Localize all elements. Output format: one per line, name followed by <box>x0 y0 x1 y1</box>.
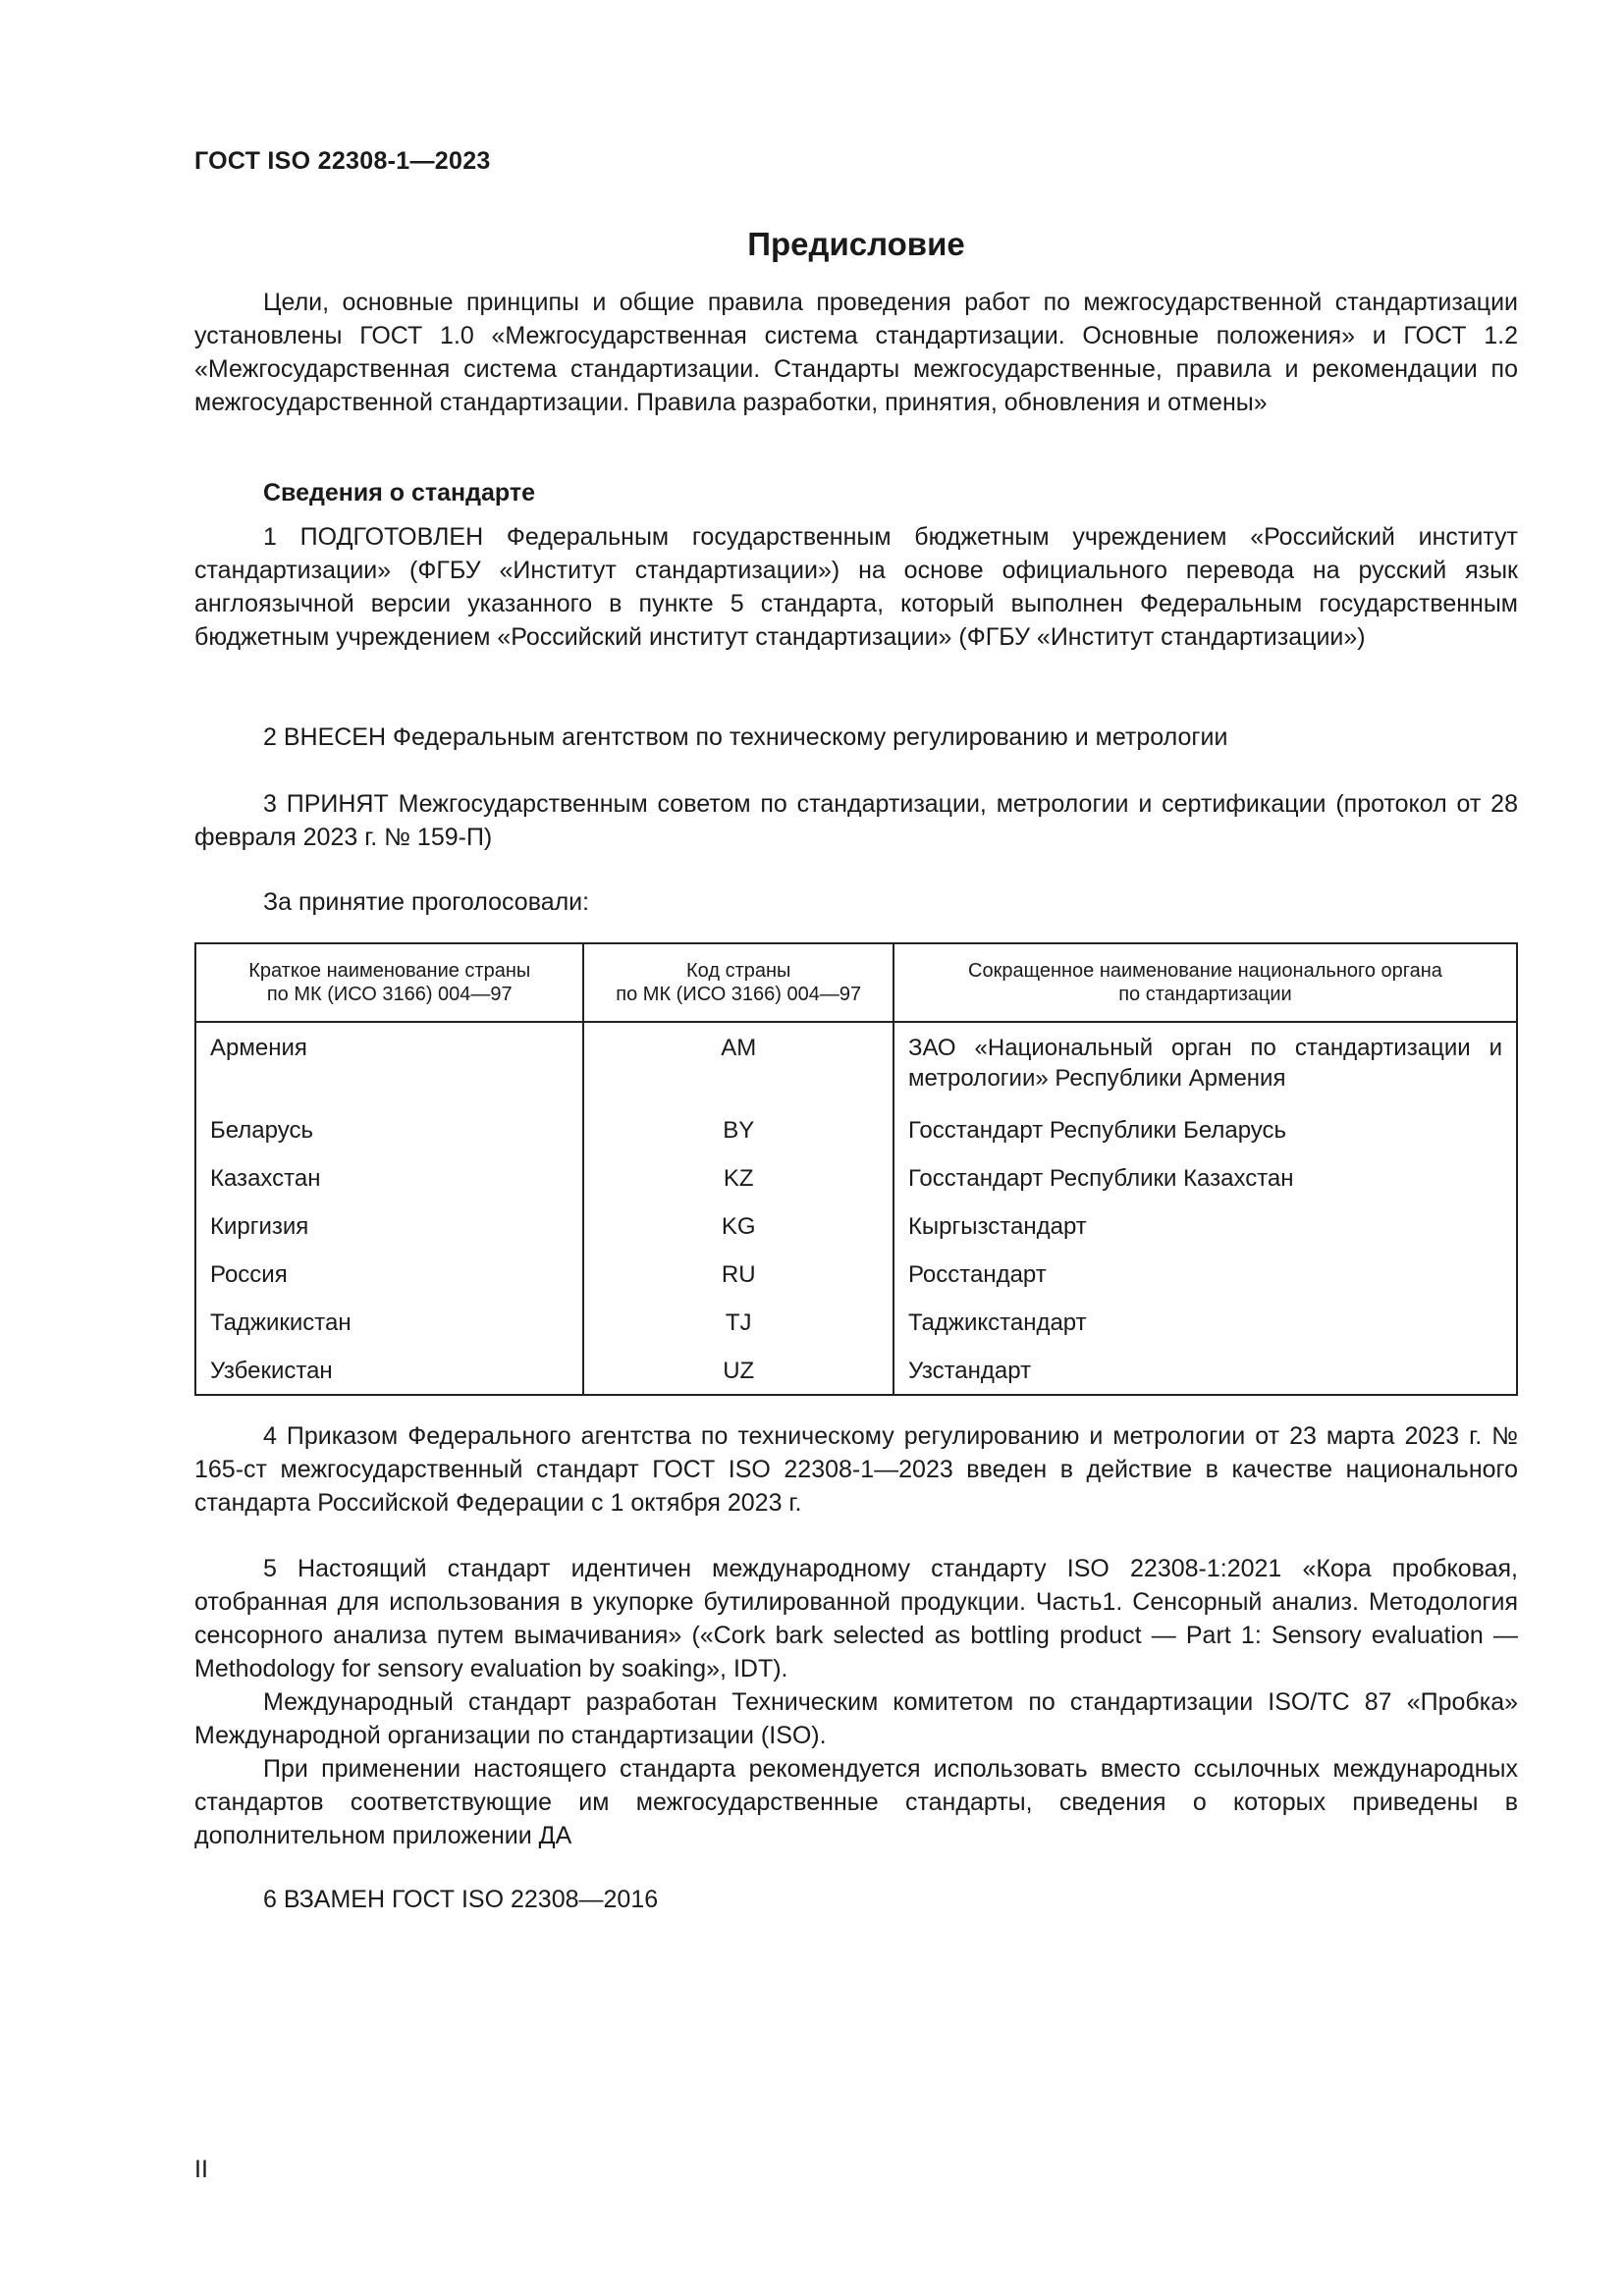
country-cell: Таджикистан <box>195 1302 583 1350</box>
country-cell: Казахстан <box>195 1157 583 1205</box>
item-4-paragraph: 4 Приказом Федерального агентства по техническому регулированию и метрологии от 23 марта 2023 г. № 165-ст межгосударственный стандарт ГОСТ ISO 22308-1—2023 введен в действие в качестве национального стандарта Российской Федерации с 1 октября 2023 г. <box>194 1422 1518 1517</box>
table-row <box>195 1302 1517 1350</box>
national-body-cell: Таджикстандарт <box>893 1302 1517 1350</box>
country-code-cell: AM <box>583 1022 893 1109</box>
table-header-row <box>195 943 1517 1022</box>
document-code-header: ГОСТ ISO 22308-1—2023 <box>194 147 491 175</box>
voted-label: За принятие проголосовали: <box>263 888 590 916</box>
column-header-code <box>583 943 893 1022</box>
column-header-organ-line-1: Сокращенное наименование национального органа <box>968 960 1442 982</box>
page-number: II <box>194 2156 208 2183</box>
country-code-cell: TJ <box>583 1302 893 1350</box>
item-1-paragraph: 1 ПОДГОТОВЛЕН Федеральным государственным бюджетным учреждением «Российский институт стандартизации» (ФГБУ «Институт стандартизации») на основе официального перевода на русский язык англоязычной версии указанного в пункте 5 стандарта, который выполнен Федеральным государственным бюджетным учреждением «Российский институт стандартизации» (ФГБУ «Институт стандартизации») <box>194 523 1518 651</box>
country-code-cell: KZ <box>583 1157 893 1205</box>
page-title: Предисловие <box>747 226 965 262</box>
country-cell: Киргизия <box>195 1205 583 1254</box>
country-code-cell: KG <box>583 1205 893 1254</box>
column-header-country <box>195 943 583 1022</box>
table-row <box>195 1254 1517 1302</box>
table-row <box>195 1157 1517 1205</box>
item-6-paragraph: 6 ВЗАМЕН ГОСТ ISO 22308—2016 <box>263 1886 659 1913</box>
column-header-code-line-1: Код страны <box>686 960 791 982</box>
country-code-cell: BY <box>583 1109 893 1157</box>
table-row <box>195 1022 1517 1109</box>
national-body-cell: Госстандарт Республики Беларусь <box>893 1109 1517 1157</box>
country-code-cell: UZ <box>583 1350 893 1395</box>
table-row <box>195 1350 1517 1395</box>
item-5-committee-paragraph: Международный стандарт разработан Техническим комитетом по стандартизации ISO/TC 87 «Пробка» Международной организации по стандартизации (ISO). <box>194 1688 1518 1749</box>
standard-info-heading: Сведения о стандарте <box>263 479 536 507</box>
table-row <box>195 1109 1517 1157</box>
country-cell: Беларусь <box>195 1109 583 1157</box>
column-header-country-line-1: Краткое наименование страны <box>248 960 531 982</box>
intro-paragraph: Цели, основные принципы и общие правила проведения работ по межгосударственной стандартизации установлены ГОСТ 1.0 «Межгосударственная система стандартизации. Основные положения» и ГОСТ 1.2 «Межгосударственная система стандартизации. Стандарты межгосударственные, правила и рекомендации по межгосударственной стандартизации. Правила разработки, принятия, обновления и отмены» <box>194 289 1518 416</box>
item-5-paragraph: 5 Настоящий стандарт идентичен международному стандарту ISO 22308-1:2021 «Кора пробковая, отобранная для использования в укупорке бутилированной продукции. Часть1. Сенсорный анализ. Методология сенсорного анализа путем вымачивания» («Cork bark selected as bottling product — Part 1: Sensory evaluation — Methodology for sensory evaluation by soaking», IDT). <box>194 1555 1518 1682</box>
voting-countries-table <box>194 942 1518 1396</box>
national-body-cell: Росстандарт <box>893 1254 1517 1302</box>
document-page <box>194 0 1518 2296</box>
national-body-cell: Узстандарт <box>893 1350 1517 1395</box>
country-cell: Армения <box>195 1022 583 1109</box>
item-3-paragraph: 3 ПРИНЯТ Межгосударственным советом по стандартизации, метрологии и сертификации (протокол от 28 февраля 2023 г. № 159-П) <box>194 790 1518 851</box>
item-2-paragraph: 2 ВНЕСЕН Федеральным агентством по техническому регулированию и метрологии <box>263 723 1228 751</box>
column-header-organ-line-2: по стандартизации <box>1118 984 1292 1005</box>
national-body-cell: Кыргызстандарт <box>893 1205 1517 1254</box>
country-cell: Россия <box>195 1254 583 1302</box>
national-body-cell: Госстандарт Республики Казахстан <box>893 1157 1517 1205</box>
country-code-cell: RU <box>583 1254 893 1302</box>
item-5-recommendation-paragraph: При применении настоящего стандарта рекомендуется использовать вместо ссылочных международных стандартов соответствующие им межгосударственные стандарты, сведения о которых приведены в дополнительном приложении ДА <box>194 1755 1518 1849</box>
national-body-cell: ЗАО «Национальный орган по стандартизации и метрологии» Республики Армения <box>893 1022 1517 1109</box>
country-cell: Узбекистан <box>195 1350 583 1395</box>
column-header-code-line-2: по МК (ИСО 3166) 004—97 <box>616 984 862 1005</box>
table-row <box>195 1205 1517 1254</box>
column-header-country-line-2: по МК (ИСО 3166) 004—97 <box>266 984 513 1005</box>
column-header-organ <box>893 943 1517 1022</box>
